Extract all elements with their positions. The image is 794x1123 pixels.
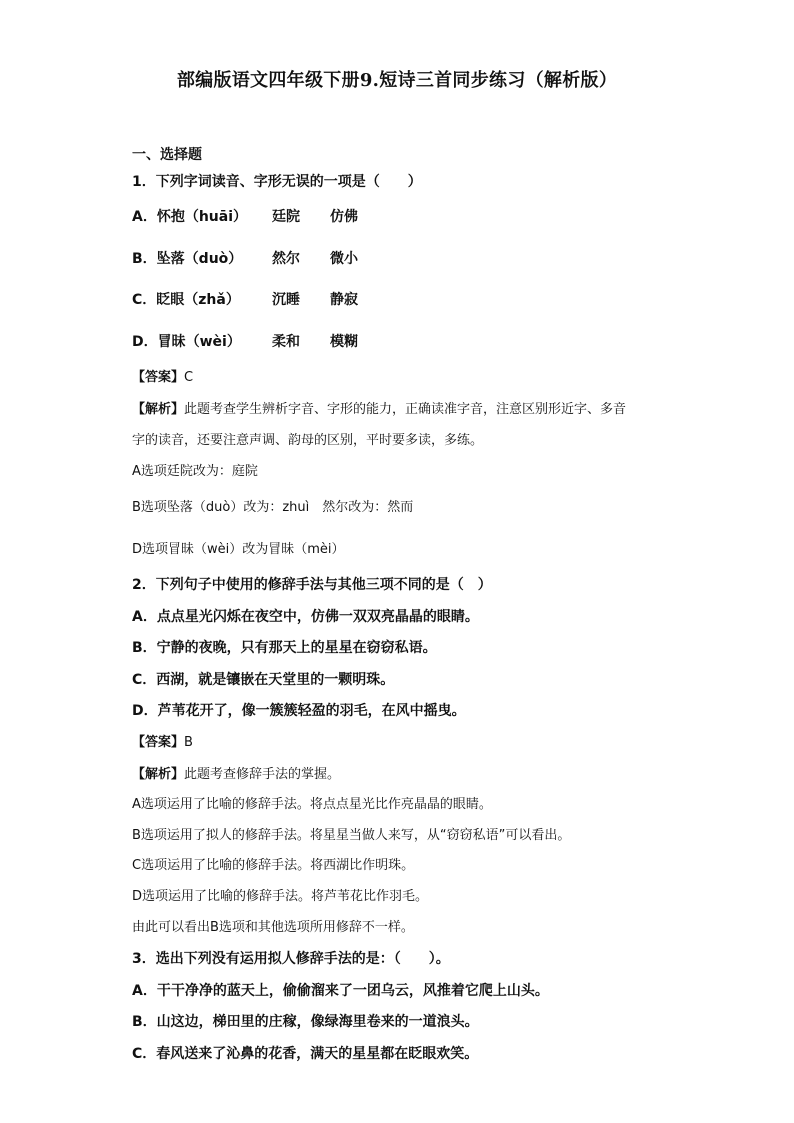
q2-answer-tag: 【答案】 [132,735,185,750]
q1-answer [132,368,193,388]
q2-note-a: A选项运用了比喻的修辞手法。将点点星光比作亮晶晶的眼睛。 [132,797,492,812]
q2-note-c: C选项运用了比喻的修辞手法。将西湖比作明珠。 [132,858,415,873]
q1-analysis-text1: 此题考查学生辨析字音、字形的能力，正确读准字音，注意区别形近字、多音 [184,402,627,417]
q1-note-d: D选项冒昧（wèi）改为冒昧（mèi） [132,542,345,557]
q2-option-a: A．点点星光闪烁在夜空中，仿佛一双双亮晶晶的眼睛。 [132,609,479,625]
q2-analysis [132,765,340,785]
document-title: 部编版语文四年级下册9.短诗三首同步练习（解析版） [176,70,618,91]
question-1-stem: 1．下列字词读音、字形无误的一项是（ ） [132,174,422,190]
q3-option-b: B．山这边，梯田里的庄稼，像绿海里卷来的一道浪头。 [132,1014,479,1030]
q1-option-a-word3: 仿佛 [330,209,358,225]
q2-option-c: C．西湖，就是镶嵌在天堂里的一颗明珠。 [132,672,395,688]
q2-conclusion: 由此可以看出B选项和其他选项所用修辞不一样。 [132,920,414,935]
q1-option-a-word2: 廷院 [272,209,300,225]
q1-analysis-line2: 字的读音，还要注意声调、韵母的区别，平时要多读，多练。 [132,433,484,448]
q1-answer-value: C [184,370,194,385]
q1-answer-tag: 【答案】 [132,370,185,385]
q1-option-c [132,290,358,310]
q1-option-b [132,249,358,269]
question-3-stem: 3．选出下列没有运用拟人修辞手法的是：（ ）。 [132,951,450,967]
q1-analysis-tag: 【解析】 [132,402,185,417]
q3-option-a: A．干干净净的蓝天上，偷偷溜来了一团乌云，风推着它爬上山头。 [132,983,549,999]
q1-option-b-word2: 然尔 [272,251,300,267]
q1-option-a [132,207,358,227]
q2-option-d: D．芦苇花开了，像一簇簇轻盈的羽毛，在风中摇曳。 [132,703,466,719]
q1-option-b-word: B．坠落（duò） [132,251,243,267]
q2-analysis-tag: 【解析】 [132,767,185,782]
q1-option-c-word2: 沉睡 [272,292,300,308]
q1-option-d-word2: 柔和 [272,334,300,350]
q1-note-b: B选项坠落（duò）改为：zhuì 然尔改为：然而 [132,500,414,515]
q1-option-b-word3: 微小 [330,251,358,267]
q1-option-a-word: A．怀抱（huāi） [132,209,248,225]
q2-option-b: B．宁静的夜晚，只有那天上的星星在窃窃私语。 [132,640,437,656]
q2-answer [132,733,193,753]
q1-note-a: A选项廷院改为：庭院 [132,464,258,479]
q1-option-c-word: C．眨眼（zhǎ） [132,292,240,308]
q2-note-b: B选项运用了拟人的修辞手法。将星星当做人来写，从“窃窃私语”可以看出。 [132,828,571,843]
q2-answer-value: B [184,735,193,750]
question-2-stem: 2．下列句子中使用的修辞手法与其他三项不同的是（ ） [132,577,492,593]
q1-option-c-word3: 静寂 [330,292,358,308]
q2-note-d: D选项运用了比喻的修辞手法。将芦苇花比作羽毛。 [132,889,429,904]
section-heading: 一、选择题 [132,147,202,163]
q2-analysis-text: 此题考查修辞手法的掌握。 [184,767,341,782]
q3-option-c: C．春风送来了沁鼻的花香，满天的星星都在眨眼欢笑。 [132,1046,479,1062]
q1-option-d-word3: 模糊 [330,334,358,350]
q1-analysis-line1 [132,400,626,420]
q1-option-d [132,332,358,352]
q1-option-d-word: D．冒昧（wèi） [132,334,241,350]
